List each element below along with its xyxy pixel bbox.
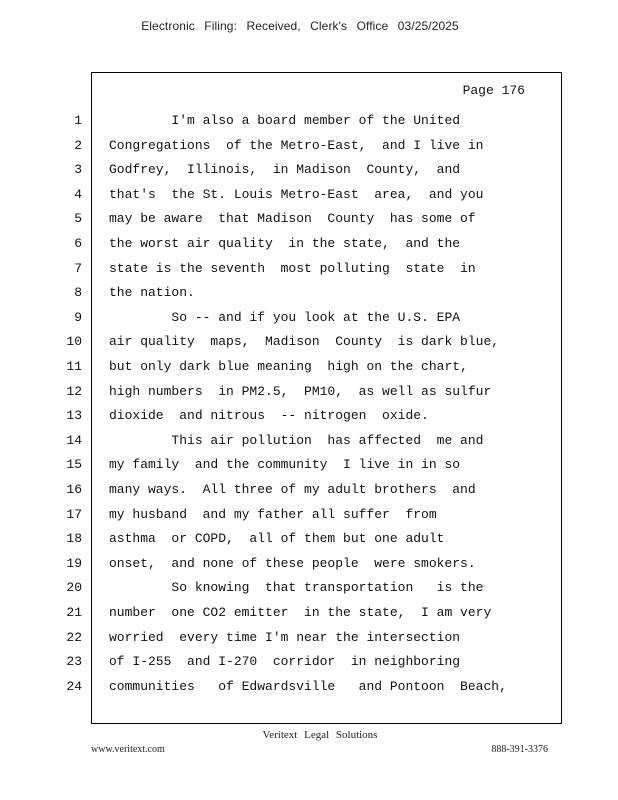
line-number: 19 — [66, 555, 82, 571]
transcript-line: my family and the community I live in in so — [109, 457, 461, 473]
line-number: 17 — [66, 506, 82, 522]
line-number: 3 — [74, 162, 82, 178]
line-number: 22 — [66, 629, 82, 645]
line-number: 20 — [66, 580, 82, 596]
line-number: 4 — [74, 186, 82, 202]
footer-website: www.veritext.com — [91, 744, 165, 755]
transcript-line: the worst air quality in the state, and the — [109, 236, 461, 251]
line-number: 16 — [66, 482, 82, 497]
page-number: Page 176 — [462, 83, 525, 98]
transcript-line: onset, and none of these people were smokers. — [109, 555, 476, 571]
line-number: 12 — [66, 383, 82, 399]
transcript-line: Godfrey, Illinois, in Madison County, and — [109, 162, 461, 178]
transcript-line: state is the seventh most polluting state in — [109, 260, 476, 276]
transcript-line: Congregations of the Metro-East, and I live in — [109, 137, 484, 153]
transcript-line: of I-255 and I-270 corridor in neighboring — [109, 654, 461, 670]
transcript-line: So -- and if you look at the U.S. EPA — [109, 309, 461, 325]
transcript-line: asthma or COPD, all of them but one adult — [109, 531, 445, 547]
transcript-line: high numbers in PM2.5, PM10, as well as sulfur — [109, 383, 492, 399]
line-number: 24 — [66, 678, 82, 694]
filing-stamp-header: Electronic Filing: Received, Clerk's Office 03/25/2025 — [141, 19, 459, 33]
transcript-line: but only dark blue meaning high on the chart, — [109, 359, 468, 374]
transcript-line: my husband and my father all suffer from — [109, 506, 437, 522]
transcript-line: that's the St. Louis Metro-East area, and you — [109, 186, 484, 202]
line-number: 1 — [74, 113, 82, 128]
transcript-line: I'm also a board member of the United — [109, 113, 461, 128]
line-number: 2 — [74, 137, 82, 153]
line-number: 13 — [66, 408, 82, 424]
line-number: 21 — [66, 605, 82, 620]
line-number: 6 — [74, 236, 82, 251]
transcript-line: may be aware that Madison County has some of — [109, 211, 476, 227]
line-number: 11 — [66, 359, 82, 374]
transcript-line: many ways. All three of my adult brothers and — [109, 482, 476, 497]
transcript-line: number one CO2 emitter in the state, I am very — [109, 605, 492, 620]
transcript-line: communities of Edwardsville and Pontoon Beach, — [109, 678, 507, 694]
line-number: 8 — [74, 285, 82, 301]
footer-phone: 888-391-3376 — [491, 744, 548, 755]
line-number: 18 — [66, 531, 82, 547]
line-number: 9 — [74, 309, 82, 325]
line-number: 5 — [74, 211, 82, 227]
transcript-line: So knowing that transportation is the — [109, 580, 484, 596]
line-number: 23 — [66, 654, 82, 670]
line-number: 7 — [74, 260, 82, 276]
line-number: 14 — [66, 432, 82, 448]
transcript-line: air quality maps, Madison County is dark blue, — [109, 334, 500, 350]
transcript-line: the nation. — [109, 285, 195, 301]
line-number: 10 — [66, 334, 82, 350]
line-number: 15 — [66, 457, 82, 473]
transcript-line: dioxide and nitrous -- nitrogen oxide. — [109, 408, 429, 424]
transcript-line: worried every time I'm near the intersection — [109, 629, 461, 645]
transcript-line: This air pollution has affected me and — [109, 432, 484, 448]
footer-company: Veritext Legal Solutions — [262, 729, 378, 741]
